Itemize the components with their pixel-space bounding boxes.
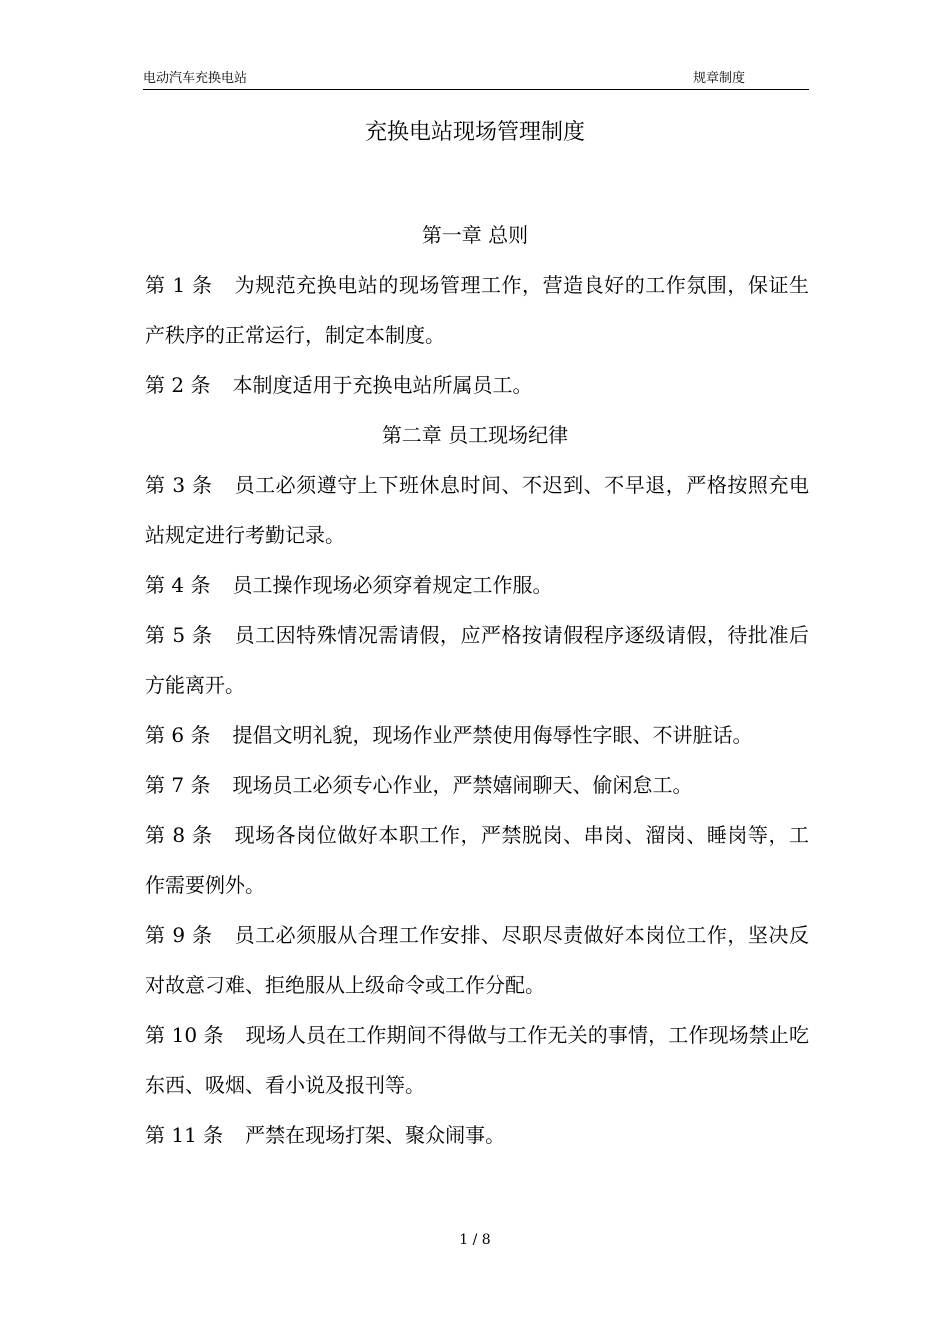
article-text: 现场各岗位做好本职工作，严禁脱岗、串岗、溜岗、睡岗等，工作需要例外。 [145, 823, 809, 897]
header-right-text: 规章制度 [692, 71, 745, 86]
document-title: 充换电站现场管理制度 [364, 120, 585, 145]
article [145, 1110, 809, 1160]
article [145, 1010, 809, 1110]
chapter-heading: 第一章 总则 [421, 223, 529, 247]
article-text: 员工因特殊情况需请假，应严格按请假程序逐级请假，待批准后方能离开。 [145, 623, 809, 697]
article-number: 第 1 条 [145, 273, 213, 297]
article-text: 员工必须服从合理工作安排、尽职尽责做好本岗位工作，坚决反对故意刁难、拒绝服从上级命令或工作分配。 [145, 923, 809, 997]
article-number: 第 11 条 [145, 1123, 224, 1147]
article-number: 第 3 条 [145, 473, 213, 497]
article-number: 第 2 条 [145, 373, 211, 397]
article [145, 360, 809, 410]
page-header [143, 70, 809, 90]
article-number: 第 4 条 [145, 573, 211, 597]
article-text: 现场人员在工作期间不得做与工作无关的事情，工作现场禁止吃东西、吸烟、看小说及报刊等。 [145, 1023, 810, 1097]
article [145, 760, 809, 810]
article-number: 第 6 条 [145, 723, 211, 747]
article-text: 现场员工必须专心作业，严禁嬉闹聊天、偷闲怠工。 [232, 773, 693, 797]
article-text: 提倡文明礼貌，现场作业严禁使用侮辱性字眼、不讲脏话。 [232, 723, 753, 747]
article-text: 严禁在现场打架、聚众闹事。 [245, 1123, 506, 1147]
article [145, 910, 809, 1010]
article [145, 460, 809, 560]
article-text: 本制度适用于充换电站所属员工。 [232, 373, 533, 397]
chapter-heading: 第二章 员工现场纪律 [381, 423, 569, 447]
article [145, 260, 809, 360]
article-number: 第 7 条 [145, 773, 211, 797]
article [145, 810, 809, 910]
article-number: 第 5 条 [145, 623, 213, 647]
article [145, 560, 809, 610]
page-number: 1 / 8 [459, 1232, 491, 1248]
article [145, 610, 809, 710]
article-number: 第 10 条 [145, 1023, 224, 1047]
article-number: 第 8 条 [145, 823, 213, 847]
header-left-text: 电动汽车充换电站 [143, 71, 248, 86]
article-text: 为规范充换电站的现场管理工作，营造良好的工作氛围，保证生产秩序的正常运行，制定本制度。 [145, 273, 809, 347]
article [145, 710, 809, 760]
article-text: 员工必须遵守上下班休息时间、不迟到、不早退，严格按照充电站规定进行考勤记录。 [145, 473, 809, 547]
article-number: 第 9 条 [145, 923, 213, 947]
article-text: 员工操作现场必须穿着规定工作服。 [232, 573, 553, 597]
